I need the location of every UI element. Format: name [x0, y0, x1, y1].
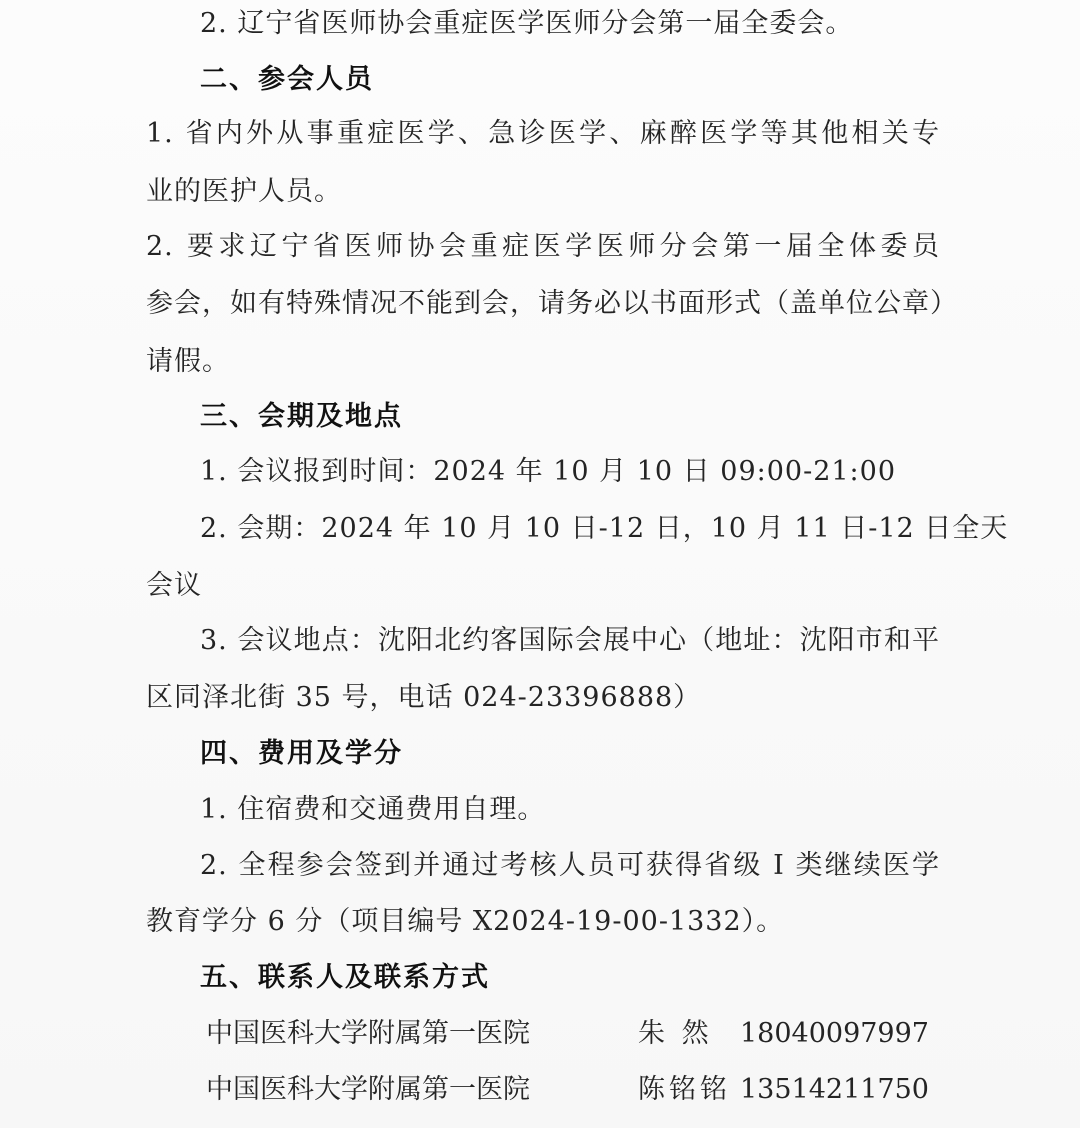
heading-participants: 二、参会人员 — [200, 64, 374, 95]
heading-fees-credits: 四、费用及学分 — [200, 738, 403, 769]
contact-row — [206, 1018, 929, 1052]
contact-phone: 18040097997 — [740, 1018, 929, 1049]
line-6: 参会，如有特殊情况不能到会，请务必以书面形式（盖单位公章） — [146, 288, 958, 319]
line-10: 2. 会期：2024 年 10 月 10 日-12 日，10 月 11 日-12 日全天 — [200, 513, 1009, 544]
contact-organization: 中国医科大学附属第一医院 — [206, 1074, 530, 1105]
heading-time-location: 三、会期及地点 — [200, 401, 403, 432]
line-7: 请假。 — [146, 346, 230, 377]
line-11: 会议 — [146, 570, 202, 601]
line-1: 2. 辽宁省医师协会重症医学医师分会第一届全委会。 — [200, 8, 854, 39]
contact-row — [206, 1074, 929, 1108]
contact-phone: 13514211750 — [740, 1074, 929, 1105]
line-4: 业的医护人员。 — [146, 176, 342, 207]
line-15: 1. 住宿费和交通费用自理。 — [200, 794, 546, 825]
line-16: 2. 全程参会签到并通过考核人员可获得省级 I 类继续医学 — [200, 850, 940, 881]
line-3: 1. 省内外从事重症医学、急诊医学、麻醉医学等其他相关专 — [146, 118, 940, 149]
line-5: 2. 要求辽宁省医师协会重症医学医师分会第一届全体委员 — [146, 231, 940, 262]
line-13: 区同泽北街 35 号，电话 024-23396888） — [146, 682, 702, 713]
line-17: 教育学分 6 分（项目编号 X2024-19-00-1332）。 — [146, 906, 785, 937]
heading-contacts: 五、联系人及联系方式 — [200, 962, 490, 993]
line-9: 1. 会议报到时间：2024 年 10 月 10 日 09:00-21:00 — [200, 456, 897, 487]
contact-name: 陈铭铭 — [638, 1074, 731, 1105]
contact-name: 朱 然 — [638, 1018, 713, 1049]
line-12: 3. 会议地点：沈阳北约客国际会展中心（地址：沈阳市和平 — [200, 625, 940, 656]
contact-organization: 中国医科大学附属第一医院 — [206, 1018, 530, 1049]
